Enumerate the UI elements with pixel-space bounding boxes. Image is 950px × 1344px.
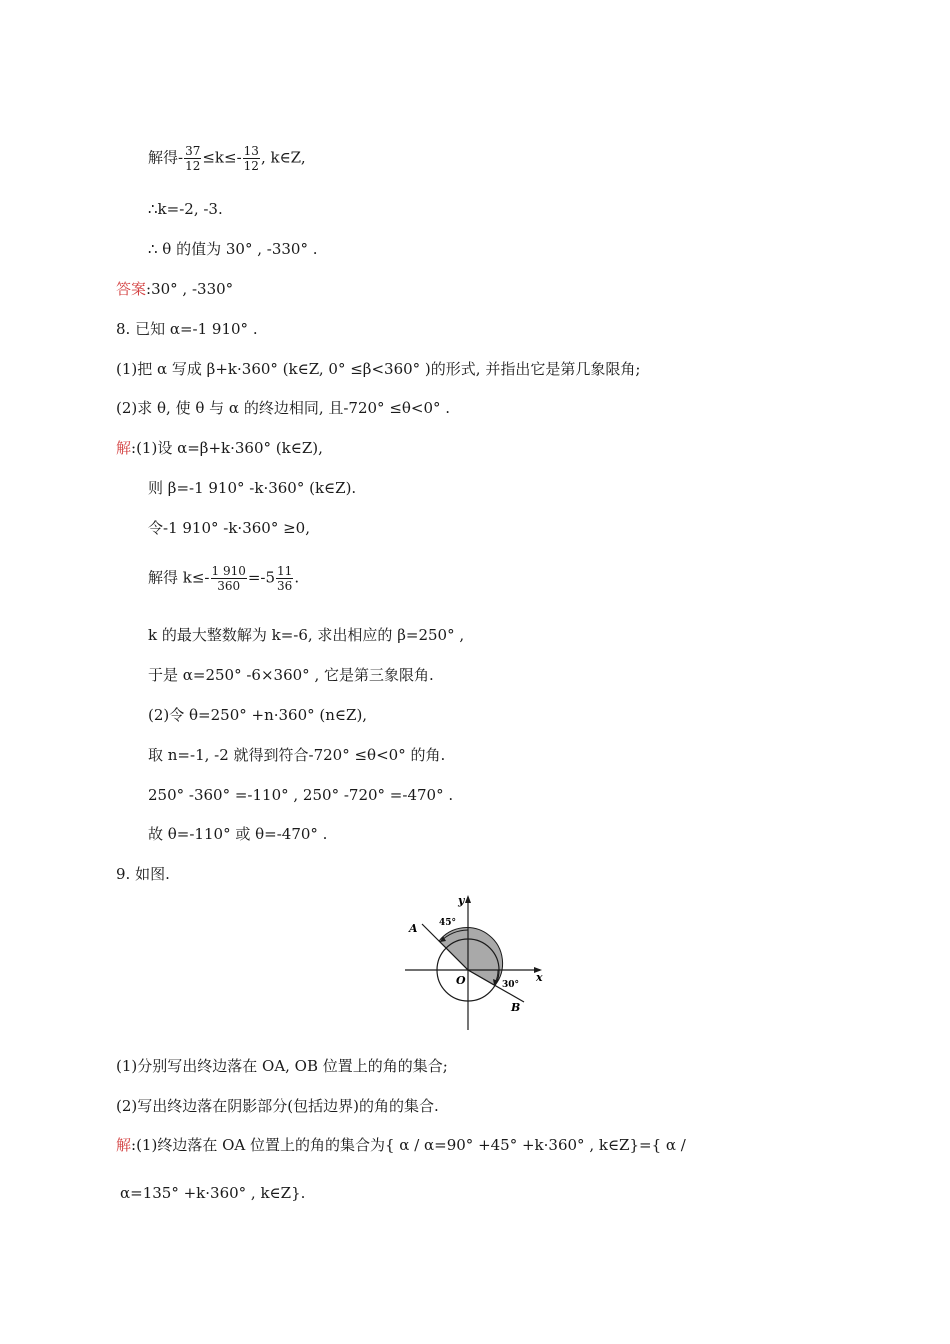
label-x: x [536, 971, 543, 984]
fraction [211, 564, 247, 593]
problem-9-part-1: (1)分别写出终边落在 OA, OB 位置上的角的集合; [116, 1057, 448, 1075]
solution-line: 250° -360° =-110° , 250° -720° =-470° . [148, 786, 454, 804]
line-theta-values: ∴ θ 的值为 30° , -330° . [148, 240, 318, 258]
problem-8-title: 8. 已知 α=-1 910° . [116, 320, 258, 338]
line-solve-k-range [148, 144, 306, 173]
fraction [184, 144, 201, 173]
label-b: B [511, 1001, 521, 1014]
text: ≤k≤- [202, 148, 242, 167]
solution-line: 则 β=-1 910° -k·360° (k∈Z). [148, 479, 357, 497]
text: 解得- [148, 148, 184, 167]
text: , k∈Z, [260, 148, 306, 167]
solution-line: 令-1 910° -k·360° ≥0, [148, 519, 310, 537]
solution-label: 解 [116, 439, 132, 457]
solution-8-start [116, 438, 323, 458]
numerator: 11 [277, 564, 293, 578]
denominator: 360 [217, 579, 241, 593]
solution-line: (2)令 θ=250° +n·360° (n∈Z), [148, 706, 368, 724]
label-o: O [456, 974, 466, 987]
text: =-5 [247, 568, 276, 587]
numerator: 1 910 [211, 564, 246, 578]
answer-text: :30° , -330° [146, 280, 234, 298]
angle-label-30: 30° [502, 980, 520, 990]
answer-label: 答案 [116, 280, 147, 298]
line-k-values: ∴k=-2, -3. [148, 200, 223, 218]
label-y: y [458, 894, 465, 907]
solution-line: 取 n=-1, -2 就得到符合-720° ≤θ<0° 的角. [148, 746, 446, 764]
problem-8-part-1: (1)把 α 写成 β+k·360° (k∈Z, 0° ≤β<360° )的形式, 并指出它是第几象限角; [116, 360, 641, 378]
solution-label: 解 [116, 1136, 132, 1154]
shaded-region [439, 928, 503, 986]
solution-line [148, 564, 299, 593]
numerator: 13 [243, 144, 259, 158]
solution-line: 于是 α=250° -6×360° , 它是第三象限角. [148, 666, 434, 684]
label-a: A [409, 922, 418, 935]
denominator: 12 [243, 159, 259, 173]
text: 解得 k≤- [148, 568, 210, 587]
problem-9-part-2: (2)写出终边落在阴影部分(包括边界)的角的集合. [116, 1097, 439, 1115]
angle-label-45: 45° [439, 918, 457, 928]
denominator: 36 [277, 579, 293, 593]
fraction [276, 564, 293, 593]
fraction [243, 144, 260, 173]
text: . [294, 568, 300, 587]
y-axis-arrow [465, 895, 471, 903]
solution-line: α=135° +k·360° , k∈Z}. [120, 1184, 306, 1202]
solution-line: k 的最大整数解为 k=-6, 求出相应的 β=250° , [148, 626, 465, 644]
problem-9-title: 9. 如图. [116, 865, 170, 883]
solution-9-start [116, 1135, 686, 1155]
solution-text: :(1)设 α=β+k·360° (k∈Z), [131, 439, 323, 457]
angle-diagram [400, 890, 550, 1035]
denominator: 12 [185, 159, 201, 173]
problem-8-part-2: (2)求 θ, 使 θ 与 α 的终边相同, 且-720° ≤θ<0° . [116, 399, 451, 417]
numerator: 37 [185, 144, 201, 158]
solution-text: :(1)终边落在 OA 位置上的角的集合为{ α / α=90° +45° +k·360° , k∈Z}={ α / [131, 1136, 686, 1154]
line-answer [116, 279, 233, 299]
solution-line: 故 θ=-110° 或 θ=-470° . [148, 825, 328, 843]
